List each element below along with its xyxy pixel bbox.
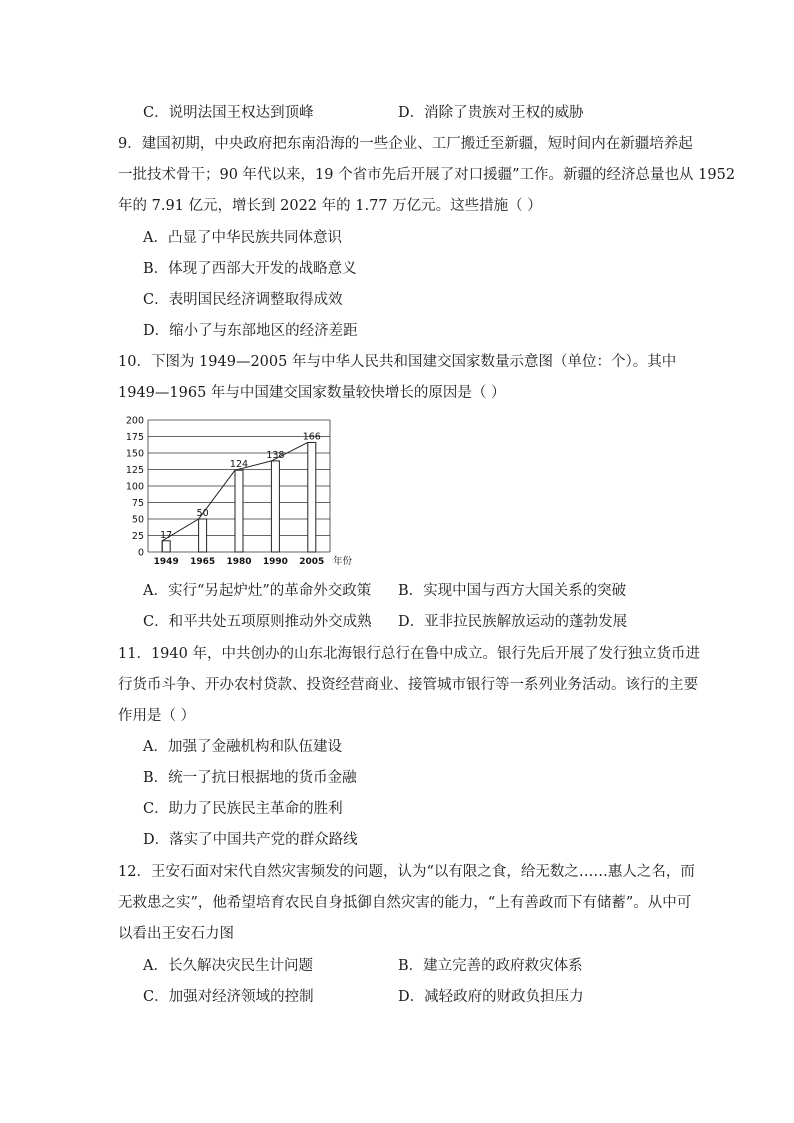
bar-1949 <box>162 541 170 552</box>
y-tick-label: 200 <box>125 415 144 427</box>
q12-stem-line-1: 12．王安石面对宋代自然灾害频发的问题，认为“以有限之食，给无数之……惠人之名，而 <box>118 864 695 880</box>
q12-stem-line-3: 以看出王安石力图 <box>118 926 234 942</box>
data-label-1949: 17 <box>160 529 173 541</box>
chart-x-axis-label: 年份 <box>333 556 353 567</box>
q11-option-d: D．落实了中国共产党的群众路线 <box>143 832 358 848</box>
q8-option-c: C．说明法国王权达到顶峰 <box>143 105 314 121</box>
y-tick-label: 125 <box>125 465 144 476</box>
q9-option-d: D．缩小了与东部地区的经济差距 <box>143 323 358 339</box>
bar-1990 <box>271 461 279 552</box>
y-tick-label: 50 <box>131 514 144 526</box>
y-tick-label: 175 <box>125 432 144 443</box>
q12-option-c: C．加强对经济领域的控制 <box>143 989 314 1005</box>
q10-option-d: D．亚非拉民族解放运动的蓬勃发展 <box>398 614 628 630</box>
data-label-1990: 138 <box>266 449 285 461</box>
data-label-1965: 50 <box>196 508 209 519</box>
q11-option-a: A．加强了金融机构和队伍建设 <box>143 739 342 755</box>
q12-stem-line-2: 无救患之实”，他希望培育农民自身抵御自然灾害的能力，“上有善政而下有储蓄”。从中可 <box>118 895 692 911</box>
q12-option-b: B．建立完善的政府救灾体系 <box>398 958 583 974</box>
q9-stem-line-3: 年的 7.91 亿元，增长到 2022 年的 1.77 万亿元。这些措施（ ） <box>118 198 542 214</box>
x-tick-label-1965: 1965 <box>190 557 216 567</box>
chart-y-tick-labels <box>126 416 144 559</box>
q9-stem-line-2: 一批技术骨干；90 年代以来，19 个省市先后开展了对口援疆”工作。新疆的经济总量也从 1952 <box>118 167 736 183</box>
q11-option-b: B．统一了抗日根据地的货币金融 <box>143 770 357 786</box>
q9-option-a: A．凸显了中华民族共同体意识 <box>143 230 342 246</box>
y-tick-label: 150 <box>125 448 144 460</box>
diplomatic-relations-chart <box>118 412 363 572</box>
chart-x-tick-labels <box>154 557 325 567</box>
y-tick-label: 100 <box>125 481 144 493</box>
q8-option-d: D．消除了贵族对王权的威胁 <box>398 105 584 121</box>
q10-option-a: A．实行“另起炉灶”的革命外交政策 <box>143 583 372 599</box>
x-tick-label-1949: 1949 <box>153 557 179 567</box>
y-tick-label: 25 <box>131 531 144 542</box>
q10-option-b: B．实现中国与西方大国关系的突破 <box>398 583 627 599</box>
q11-stem-line-1: 11．1940 年，中共创办的山东北海银行总行在鲁中成立。银行先后开展了发行独立货币进 <box>118 646 700 662</box>
q12-option-d: D．减轻政府的财政负担压力 <box>398 989 584 1005</box>
q11-option-c: C．助力了民族民主革命的胜利 <box>143 801 343 817</box>
q11-stem-line-3: 作用是（ ） <box>118 708 196 724</box>
x-tick-label-1980: 1980 <box>226 557 252 567</box>
x-tick-label-2005: 2005 <box>299 557 325 567</box>
bar-2005 <box>308 442 316 552</box>
x-tick-label-1990: 1990 <box>262 557 288 567</box>
q9-option-b: B．体现了西部大开发的战略意义 <box>143 261 357 277</box>
y-tick-label: 75 <box>131 498 144 509</box>
q12-option-a: A．长久解决灾民生计问题 <box>143 958 313 974</box>
y-tick-label: 0 <box>137 547 144 559</box>
q9-option-c: C．表明国民经济调整取得成效 <box>143 292 343 308</box>
bar-1980 <box>235 470 243 552</box>
data-label-2005: 166 <box>302 431 321 443</box>
q10-stem-line-1: 10．下图为 1949—2005 年与中华人民共和国建交国家数量示意图（单位：个）。其中 <box>118 354 677 370</box>
bar-1965 <box>199 519 207 552</box>
data-label-1980: 124 <box>229 459 249 471</box>
q11-stem-line-2: 行货币斗争、开办农村贷款、投资经营商业、接管城市银行等一系列业务活动。该行的主要 <box>118 677 698 693</box>
q10-option-c: C．和平共处五项原则推动外交成熟 <box>143 614 372 630</box>
q10-stem-line-2: 1949—1965 年与中国建交国家数量较快增长的原因是（ ） <box>118 385 506 401</box>
q9-stem-line-1: 9．建国初期，中央政府把东南沿海的一些企业、工厂搬迁至新疆，短时间内在新疆培养起 <box>118 136 693 152</box>
